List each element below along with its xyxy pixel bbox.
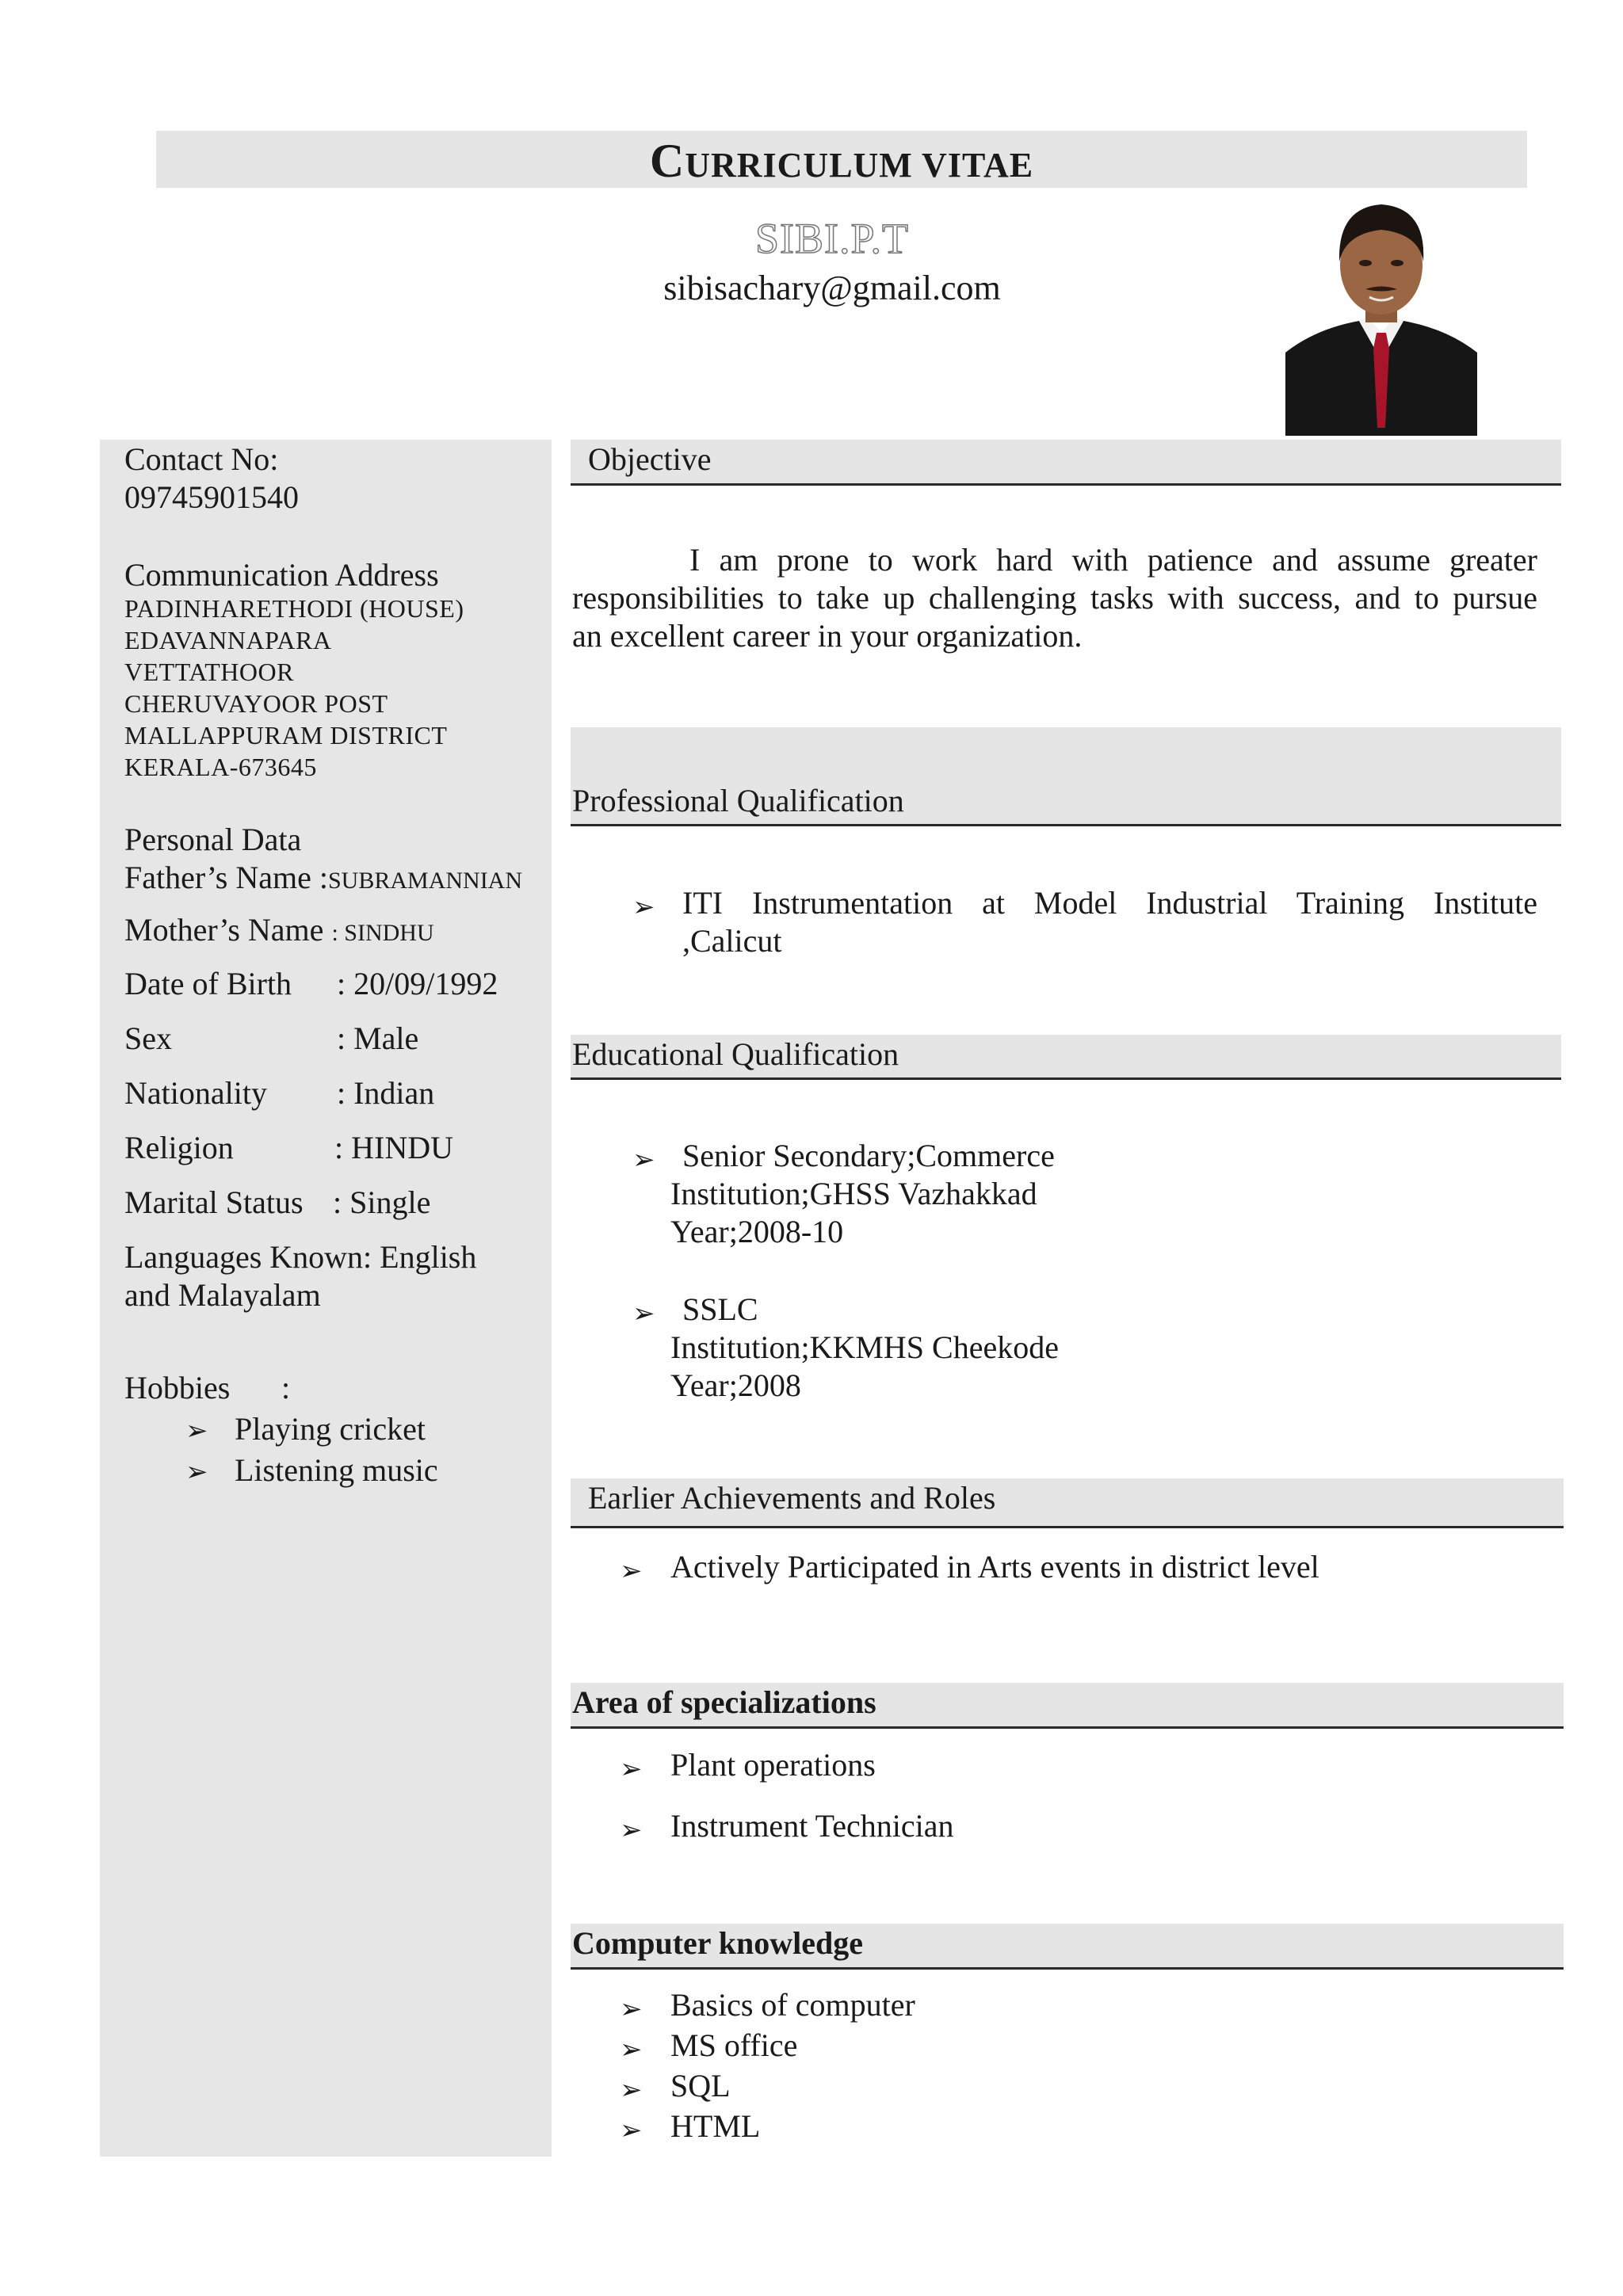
- computer-item: SQL: [670, 2068, 731, 2103]
- personal-data-heading: Personal Data: [124, 822, 302, 857]
- nationality-label: Nationality: [124, 1075, 267, 1111]
- religion-label: Religion: [124, 1130, 234, 1165]
- arrow-bullet-icon: ➢: [620, 1555, 643, 1587]
- candidate-email: sibisachary@gmail.com: [663, 269, 1001, 307]
- arrow-bullet-icon: ➢: [185, 1415, 208, 1447]
- hobby-item: Playing cricket: [235, 1411, 426, 1447]
- arrow-bullet-icon: ➢: [620, 2115, 643, 2146]
- education-institution: Institution;KKMHS Cheekode: [670, 1329, 1059, 1365]
- languages-line: Languages Known: English: [124, 1239, 477, 1275]
- objective-header-bar: [571, 440, 1561, 486]
- page-title: CURRICULUM VITAE: [649, 135, 1034, 187]
- arrow-bullet-icon: ➢: [620, 1993, 643, 2025]
- arrow-bullet-icon: ➢: [185, 1456, 208, 1488]
- mother-name: Mother’s Name : SINDHU: [124, 912, 434, 948]
- dob-value: : 20/09/1992: [337, 966, 498, 1001]
- arrow-bullet-icon: ➢: [632, 1144, 655, 1176]
- computer-heading: Computer knowledge: [572, 1925, 864, 1961]
- educational-heading: Educational Qualification: [572, 1036, 899, 1072]
- candidate-name: SIBI.P.T: [754, 215, 910, 262]
- professional-line: ,Calicut: [682, 923, 782, 959]
- contact-number: 09745901540: [124, 479, 299, 515]
- computer-item: HTML: [670, 2108, 761, 2144]
- hobby-item: Listening music: [235, 1452, 438, 1488]
- arrow-bullet-icon: ➢: [632, 1298, 655, 1329]
- arrow-bullet-icon: ➢: [632, 891, 655, 923]
- father-name: Father’s Name :SUBRAMANNIAN: [124, 860, 523, 895]
- objective-line: I am prone to work hard with patience and assume greater: [689, 542, 1537, 578]
- address-line: VETTATHOOR: [124, 658, 294, 686]
- education-title: Senior Secondary;Commerce: [682, 1138, 1055, 1173]
- specializations-heading: Area of specializations: [572, 1684, 876, 1720]
- achievement-item: Actively Participated in Arts events in district level: [670, 1549, 1319, 1585]
- specialization-item: Plant operations: [670, 1747, 876, 1783]
- contact-label: Contact No:: [124, 441, 279, 477]
- objective-heading: Objective: [588, 441, 712, 477]
- languages-line: and Malayalam: [124, 1277, 321, 1313]
- nationality-value: : Indian: [337, 1075, 435, 1111]
- computer-item: MS office: [670, 2027, 798, 2063]
- arrow-bullet-icon: ➢: [620, 2074, 643, 2106]
- dob-label: Date of Birth: [124, 966, 292, 1001]
- education-title: SSLC: [682, 1291, 758, 1327]
- address-line: CHERUVAYOOR POST: [124, 689, 388, 718]
- address-line: PADINHARETHODI (HOUSE): [124, 594, 464, 623]
- education-year: Year;2008-10: [670, 1214, 844, 1249]
- specialization-item: Instrument Technician: [670, 1808, 954, 1844]
- professional-line: ITI Instrumentation at Model Industrial Training Institute: [682, 885, 1537, 921]
- professional-heading: Professional Qualification: [572, 783, 904, 818]
- address-line: EDAVANNAPARA: [124, 626, 332, 654]
- marital-label: Marital Status: [124, 1184, 304, 1220]
- address-label: Communication Address: [124, 557, 439, 593]
- religion-value: : HINDU: [334, 1130, 453, 1165]
- education-year: Year;2008: [670, 1367, 801, 1403]
- arrow-bullet-icon: ➢: [620, 1814, 643, 1846]
- sex-value: : Male: [337, 1020, 419, 1056]
- arrow-bullet-icon: ➢: [620, 1753, 643, 1785]
- sex-label: Sex: [124, 1020, 172, 1056]
- hobbies-colon: :: [281, 1370, 291, 1405]
- computer-item: Basics of computer: [670, 1987, 915, 2023]
- address-line: MALLAPPURAM DISTRICT: [124, 721, 448, 749]
- education-institution: Institution;GHSS Vazhakkad: [670, 1176, 1037, 1211]
- objective-line: responsibilities to take up challenging tasks with success, and to pursue: [572, 580, 1537, 616]
- profile-photo: [1284, 190, 1479, 436]
- objective-line: an excellent career in your organization.: [572, 618, 1083, 654]
- address-line: KERALA-673645: [124, 753, 317, 781]
- achievements-heading: Earlier Achievements and Roles: [588, 1480, 996, 1516]
- marital-value: : Single: [333, 1184, 431, 1220]
- hobbies-label: Hobbies: [124, 1370, 231, 1405]
- arrow-bullet-icon: ➢: [620, 2034, 643, 2065]
